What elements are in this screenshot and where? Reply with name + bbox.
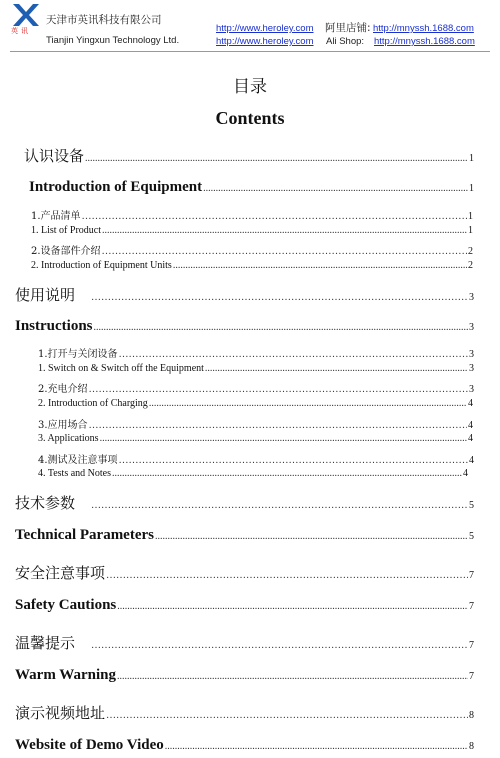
- toc-page: 3: [469, 292, 474, 303]
- toc-leader: [165, 741, 468, 752]
- toc-leader: [100, 433, 467, 444]
- toc-page: 7: [469, 601, 474, 612]
- toc-title: 认识设备: [24, 147, 85, 165]
- page-title-en: Contents: [215, 108, 285, 128]
- toc-entry[interactable]: [15, 737, 474, 754]
- toc-leader: [102, 225, 467, 236]
- company-name-cn: 天津市英讯科技有限公司: [46, 14, 162, 26]
- toc-leader: [91, 292, 468, 303]
- toc-page: 3: [469, 384, 474, 395]
- toc-page: 1: [469, 153, 474, 164]
- toc-page: 2: [468, 246, 473, 257]
- toc-leader: [119, 349, 468, 360]
- toc-page: 4: [469, 455, 474, 466]
- shop-link[interactable]: http://mnyssh.1688.com: [373, 23, 474, 34]
- toc-leader: [91, 640, 468, 651]
- toc-leader: [112, 468, 462, 479]
- shop-label-cn: 阿里店铺:: [325, 22, 371, 34]
- toc-entry[interactable]: [31, 207, 473, 222]
- toc-page: 2: [468, 260, 473, 271]
- toc-title: 1.产品清单: [31, 211, 81, 222]
- toc-entry[interactable]: [38, 451, 474, 466]
- toc-title: 2.充电介绍: [38, 384, 88, 395]
- website-link-en[interactable]: http://www.heroley.com: [216, 36, 314, 47]
- toc-leader: [106, 570, 468, 581]
- toc-title: Warm Warning: [15, 667, 116, 683]
- page-title-cn: 目录: [233, 77, 267, 97]
- toc-leader: [119, 455, 468, 466]
- toc-entry[interactable]: [15, 597, 474, 614]
- toc-leader: [82, 211, 467, 222]
- toc-page: 8: [469, 741, 474, 752]
- toc-page: 4: [468, 420, 473, 431]
- toc-page: 7: [469, 570, 474, 581]
- toc-title: 技术参数: [15, 494, 76, 512]
- shop-link-en[interactable]: http://mnyssh.1688.com: [374, 36, 475, 47]
- toc-page: 8: [469, 710, 474, 721]
- toc-title: Introduction of Equipment: [29, 179, 203, 195]
- toc-page: 3: [469, 363, 474, 374]
- toc-leader: [203, 183, 468, 194]
- toc-entry[interactable]: [38, 363, 474, 374]
- toc-title: 1. List of Product: [31, 225, 101, 236]
- toc-title: 使用说明: [15, 286, 76, 304]
- toc-entry[interactable]: [15, 527, 474, 544]
- website-link[interactable]: http://www.heroley.com: [216, 23, 314, 34]
- toc-leader: [102, 246, 467, 257]
- toc-title: 1. Switch on & Switch off the Equipment: [38, 363, 204, 374]
- toc-page: 1: [469, 183, 474, 194]
- toc-title: 2.设备部件介绍: [31, 246, 101, 257]
- toc-page: 1: [468, 225, 473, 236]
- toc-entry[interactable]: [38, 416, 473, 431]
- toc-entry[interactable]: [15, 632, 474, 653]
- logo-caption: 英讯: [11, 27, 31, 35]
- toc-page: 5: [469, 531, 474, 542]
- toc-title: Website of Demo Video: [15, 737, 164, 753]
- toc-leader: [117, 601, 468, 612]
- toc-page: 3: [469, 322, 474, 333]
- toc-leader: [106, 710, 468, 721]
- toc-entry[interactable]: [15, 284, 474, 305]
- toc-title: 3. Applications: [38, 433, 99, 444]
- toc-entry[interactable]: [15, 702, 474, 723]
- toc-page: 7: [469, 671, 474, 682]
- toc-title: 4.测试及注意事项: [38, 455, 118, 466]
- toc-entry[interactable]: [31, 260, 473, 271]
- toc-leader: [149, 398, 467, 409]
- toc-title: 安全注意事项: [15, 564, 106, 582]
- toc-page: 4: [468, 398, 473, 409]
- toc-entry[interactable]: [29, 179, 474, 196]
- toc-entry[interactable]: [38, 398, 473, 409]
- toc-page: 3: [469, 349, 474, 360]
- header-divider: [10, 51, 490, 52]
- toc-title: 3.应用场合: [38, 420, 88, 431]
- toc-leader: [117, 671, 468, 682]
- toc-entry[interactable]: [24, 145, 474, 166]
- toc-entry[interactable]: [15, 667, 474, 684]
- toc-leader: [91, 500, 468, 511]
- toc-entry[interactable]: [15, 492, 474, 513]
- toc-entry[interactable]: [31, 242, 473, 257]
- shop-label-en: Ali Shop:: [326, 36, 365, 47]
- toc-leader: [173, 260, 467, 271]
- page-header: [0, 0, 500, 52]
- toc-leader: [205, 363, 468, 374]
- toc-page: 1: [468, 211, 473, 222]
- company-name-en: Tianjin Yingxun Technology Ltd.: [46, 35, 180, 46]
- toc-entry[interactable]: [15, 318, 474, 335]
- toc-page: 4: [463, 468, 468, 479]
- toc-page: 5: [469, 500, 474, 511]
- toc-title: 2. Introduction of Equipment Units: [31, 260, 172, 271]
- toc-entry[interactable]: [38, 345, 474, 360]
- toc-title: Technical Parameters: [15, 527, 154, 543]
- toc-leader: [89, 384, 468, 395]
- toc-entry[interactable]: [38, 433, 473, 444]
- toc-title: 温馨提示: [15, 634, 76, 652]
- toc-entry[interactable]: [15, 562, 474, 583]
- toc-entry[interactable]: [38, 380, 474, 395]
- toc-title: 4. Tests and Notes: [38, 468, 111, 479]
- toc-title: Safety Cautions: [15, 597, 117, 613]
- toc-leader: [94, 322, 468, 333]
- toc-entry[interactable]: [31, 225, 473, 236]
- toc-title: 1.打开与关闭设备: [38, 349, 118, 360]
- toc-title: Instructions: [15, 318, 93, 334]
- toc-page: 4: [468, 433, 473, 444]
- toc-entry[interactable]: [38, 468, 468, 479]
- toc-leader: [155, 531, 468, 542]
- toc-leader: [85, 153, 468, 164]
- toc-title: 2. Introduction of Charging: [38, 398, 148, 409]
- toc-page: 7: [469, 640, 474, 651]
- toc-title: 演示视频地址: [15, 704, 106, 722]
- toc-leader: [89, 420, 467, 431]
